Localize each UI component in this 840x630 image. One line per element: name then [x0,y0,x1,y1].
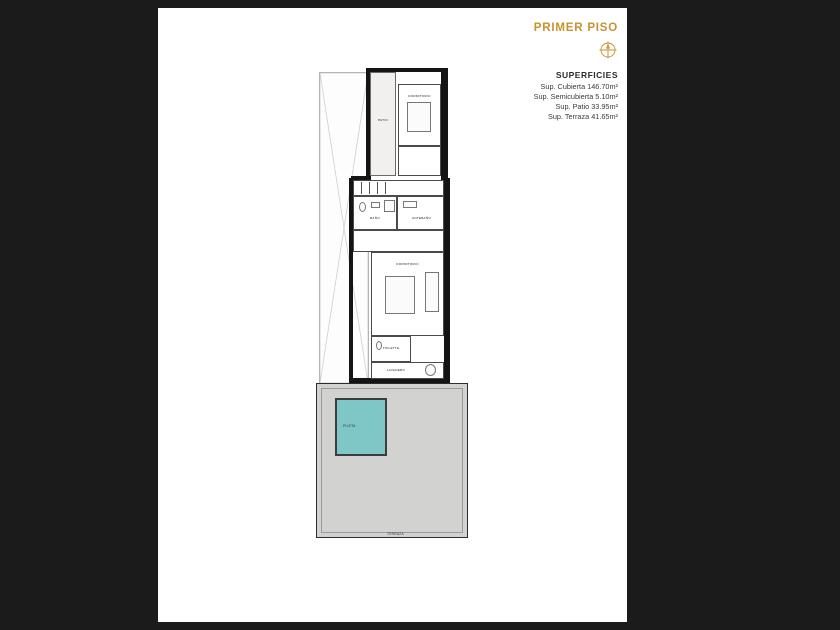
shower-1 [384,200,395,212]
strip-tick-1 [361,182,362,194]
north-compass-icon [598,40,618,60]
plan-page [158,0,627,630]
vanity-1 [403,201,417,208]
bed-1 [407,102,431,132]
dormitorio-2-label: DORMITORIO [396,262,419,266]
left-dark-band [0,0,158,630]
patio-room [370,72,396,176]
terraza-label: TERRAZA [387,532,404,536]
strip-tick-2 [369,182,370,194]
bano-1-label: BAÑO [370,216,380,220]
wall-right-upper [441,68,448,188]
toilette-label: TOILETTE [382,346,400,350]
page-strip-top [158,0,627,8]
dormitorio-1-label: DORMITORIO [408,94,431,98]
bed-2 [385,276,415,314]
toilet-2 [376,341,382,350]
strip-tick-4 [385,182,386,194]
upper-corridor [398,146,441,176]
surface-patio: Sup. Patio 33.95m² [555,101,618,111]
surfaces-title: SUPERFICIES [555,70,618,80]
hall-room [353,230,444,252]
floor-title: PRIMER PISO [533,22,618,34]
page-strip-bottom [158,622,627,630]
wardrobe-2 [425,272,439,312]
sink-1 [371,202,380,208]
patio-label: PATIO [377,118,389,122]
strip-tick-3 [377,182,378,194]
legend-block [498,22,618,121]
floor-plan-drawing [313,58,473,543]
toilet-1 [359,202,366,212]
pileta-label: PILETA [343,424,356,428]
surface-terraza: Sup. Terraza 41.65m² [547,111,618,121]
wall-right-mid [444,178,450,378]
service-strip [353,180,444,196]
surface-semicubierta: Sup. Semicubierta 5.10m² [533,91,618,101]
terraza-area [316,383,468,538]
right-dark-band [627,0,840,630]
antebano-label: ANTEBAÑO [411,216,432,220]
laundry-basin [425,364,436,376]
lavadero-label: LAVADERO [386,368,406,372]
surface-cubierta: Sup. Cubierta 146.70m² [540,82,618,91]
